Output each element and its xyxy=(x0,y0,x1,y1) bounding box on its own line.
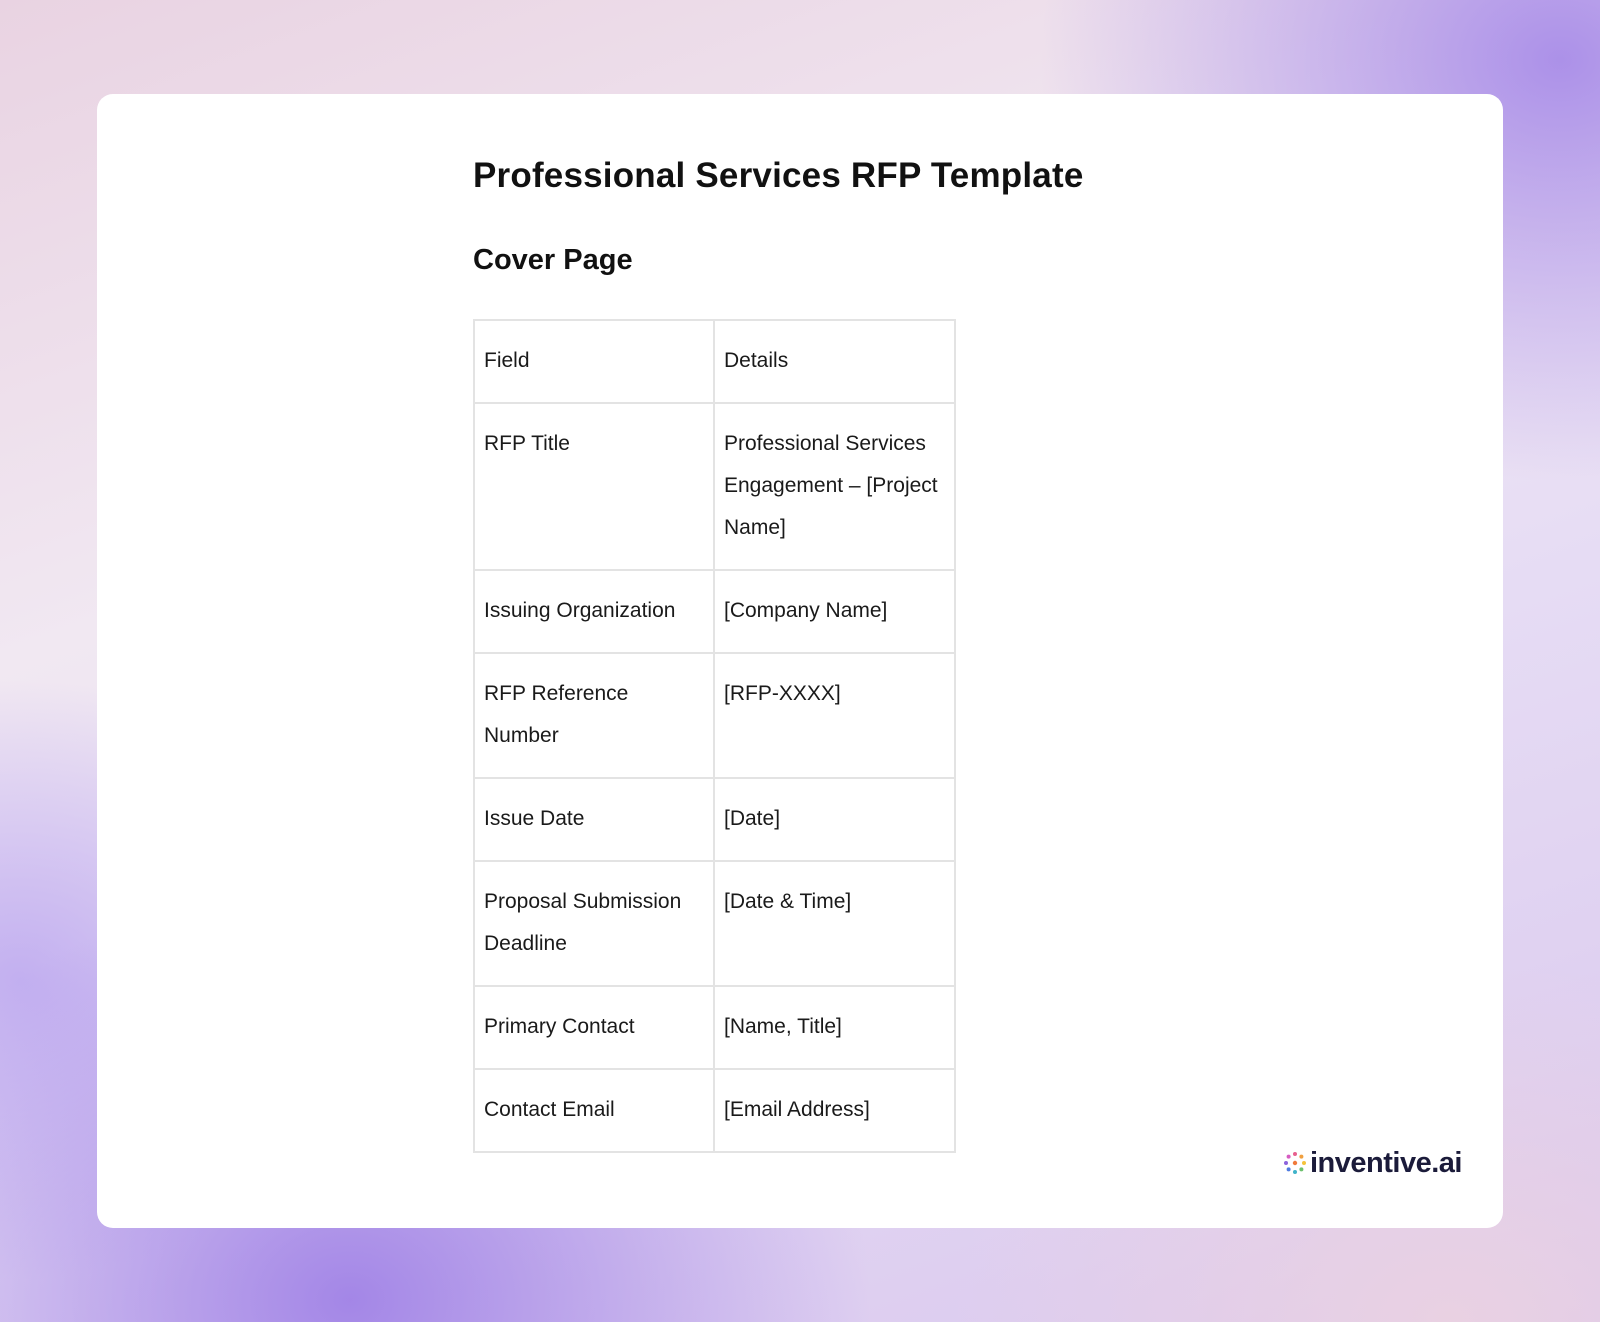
logo-wordmark: inventive.ai xyxy=(1310,1147,1462,1179)
field-cell: Proposal Submission Deadline xyxy=(474,861,714,986)
field-cell: Contact Email xyxy=(474,1069,714,1152)
table-row xyxy=(474,986,955,1069)
table-row xyxy=(474,653,955,778)
details-cell: [Date] xyxy=(714,778,955,861)
table-row xyxy=(474,861,955,986)
details-cell: [RFP-XXXX] xyxy=(714,653,955,778)
table-header-row xyxy=(474,320,955,403)
header-cell-field: Field xyxy=(474,320,714,403)
details-cell: Professional Services Engagement – [Project Name] xyxy=(714,403,955,570)
cover-page-table xyxy=(473,319,956,1153)
table-row xyxy=(474,403,955,570)
details-cell: [Company Name] xyxy=(714,570,955,653)
table-row xyxy=(474,1069,955,1152)
table-row xyxy=(474,570,955,653)
document-card xyxy=(97,94,1503,1228)
field-cell: Issue Date xyxy=(474,778,714,861)
brand-logo xyxy=(1283,1148,1462,1178)
details-cell: [Date & Time] xyxy=(714,861,955,986)
field-cell: RFP Title xyxy=(474,403,714,570)
table-row xyxy=(474,778,955,861)
details-cell: [Email Address] xyxy=(714,1069,955,1152)
document-page xyxy=(473,94,1173,1170)
header-cell-details: Details xyxy=(714,320,955,403)
field-cell: Primary Contact xyxy=(474,986,714,1069)
section-heading: Cover Page xyxy=(473,244,633,276)
document-title: Professional Services RFP Template xyxy=(473,156,1084,195)
inventive-logo-icon xyxy=(1283,1151,1307,1175)
field-cell: Issuing Organization xyxy=(474,570,714,653)
field-cell: RFP Reference Number xyxy=(474,653,714,778)
details-cell: [Name, Title] xyxy=(714,986,955,1069)
